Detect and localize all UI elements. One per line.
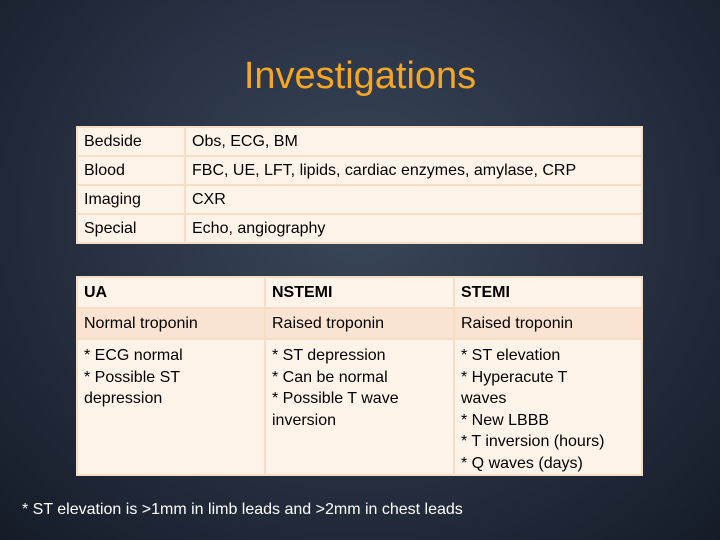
- category-cell: Imaging: [78, 186, 184, 213]
- items-cell: CXR: [186, 186, 641, 213]
- slide-title: Investigations: [243, 55, 477, 97]
- troponin-stemi: Raised troponin: [455, 309, 641, 338]
- feature-line: depression: [84, 390, 163, 407]
- table-row: [78, 215, 641, 242]
- troponin-nstemi: Raised troponin: [266, 309, 453, 338]
- feature-line: * Q waves (days): [461, 454, 583, 472]
- feature-line: waves: [461, 390, 507, 407]
- header-row: [78, 278, 641, 307]
- troponin-ua: Normal troponin: [78, 309, 264, 338]
- items-cell: Obs, ECG, BM: [186, 128, 641, 155]
- feature-line: * ST depression: [272, 347, 386, 364]
- header-nstemi: NSTEMI: [266, 278, 453, 307]
- items-cell: Echo, angiography: [186, 215, 641, 242]
- items-cell: FBC, UE, LFT, lipids, cardiac enzymes, amylase, CRP: [186, 157, 641, 184]
- table-row: [78, 157, 641, 184]
- feature-line: * Can be normal: [272, 368, 388, 386]
- category-cell: Blood: [78, 157, 184, 184]
- footnote: * ST elevation is >1mm in limb leads and >2mm in chest leads: [22, 501, 463, 518]
- table-row: [78, 128, 641, 155]
- feature-line: inversion: [272, 411, 337, 429]
- feature-line: * ST elevation: [461, 347, 561, 364]
- troponin-row: [78, 309, 641, 338]
- category-cell: Special: [78, 215, 184, 242]
- ecg-features-row: [78, 340, 641, 474]
- features-nstemi: [266, 340, 453, 474]
- acs-comparison-table: [76, 276, 643, 476]
- table-row: [78, 186, 641, 213]
- category-cell: Bedside: [78, 128, 184, 155]
- feature-line: * Possible T wave: [272, 390, 399, 407]
- feature-line: * T inversion (hours): [461, 433, 605, 450]
- features-stemi: [455, 340, 641, 474]
- header-ua: UA: [78, 278, 264, 307]
- feature-line: * New LBBB: [461, 411, 550, 429]
- feature-line: * Possible ST: [84, 368, 181, 386]
- investigations-table: [76, 126, 643, 244]
- header-stemi: STEMI: [455, 278, 641, 307]
- features-ua: [78, 340, 264, 474]
- feature-line: * Hyperacute T: [461, 368, 568, 386]
- feature-line: * ECG normal: [84, 347, 183, 364]
